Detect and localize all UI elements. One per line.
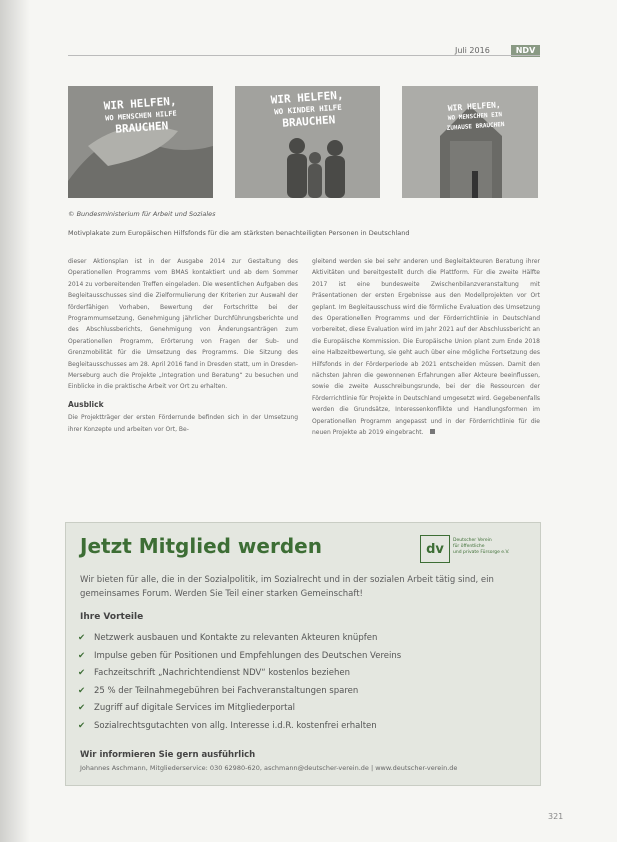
checkmark-icon: ✔ bbox=[78, 668, 86, 679]
poster-3-line-1: WIR HELFEN, bbox=[447, 100, 502, 113]
logo-text bbox=[453, 538, 509, 556]
campaign-poster-photo-house bbox=[402, 86, 538, 198]
logo-line-1: Deutscher Verein bbox=[453, 538, 492, 543]
advantage-text: Zugriff auf digitale Services im Mitgliederportal bbox=[94, 703, 296, 714]
list-item bbox=[78, 683, 401, 701]
advantage-text: Netzwerk ausbauen und Kontakte zu relevanten Akteuren knüpfen bbox=[94, 633, 378, 643]
advantage-text: Sozialrechtsgutachten von allg. Interesse i.d.R. kostenfrei erhalten bbox=[94, 720, 377, 731]
poster-1-line-3: BRAUCHEN bbox=[114, 119, 169, 136]
header-rule bbox=[68, 55, 540, 56]
checkmark-icon: ✔ bbox=[78, 685, 86, 696]
article-right-paragraph: gleitend werden sie bei sehr anderen und Begleitakteuren Beratung ihrer Aktivitäten und bereitgestellt durch die Plattform. Für die zweite Hälfte 2017 ist eine bundesweite Zwischenbilanzveranstaltung mit Präsentationen der ersten Ergebnisse aus den Modellprojekten vor Ort geplant. Im Begleitausschuss wird die förmliche Evaluation des Umsetzung des Operationellen Programms und der Förderrichtlinie in Deutschland vorbereitet, diese Evaluation wird im Jahr 2021 auf der Abschlussbericht an die Europäische Kommission. Die Europäische Union plant zum Ende 2018 eine Halbzeitbewertung, sie geht auch über eine mögliche Fortsetzung des Hilfsfonds in der Förderperiode ab 2021 entscheiden müssen. Damit den nächsten Jahren die gewonnenen Erfahrungen aller Akteure beeinflussen, sowie die zweite Ausschreibungsrunde, bei der die Ressourcen der Förderrichtlinie für Projekte in Deutschland umgesetzt wird. Gegebenenfalls werden die Grundsätze, Interessenkonflikte und Handlungsformen im Operationellen Programm angepasst und in der Förderrichtlinie für die neuen Projekte ab 2019 eingebracht. bbox=[312, 258, 540, 437]
poster-3-line-3: ZUHAUSE BRAUCHEN bbox=[446, 120, 505, 132]
article-left-paragraph: dieser Aktionsplan ist in der Ausgabe 2014 zur Gestaltung des Operationellen Programms vom BMAS kontaktiert und ab dem Sommer 2014 zu vorbereitenden Treffen eingeladen. Die wesentlichen Aufgaben des Begleitausschusses sind die Zielformulierung der Kriterien zur Auswahl der förderfähigen Vorhaben, Bewertung der Fortschritte bei der Programmumsetzung, Genehmigung jährlicher Durchführungsberichte und des Abschlussberichts, Genehmigung von Änderungsanträgen zum Operationellen Programm, Erörterung von Fragen der Sub- und Grenzmobilität für die Umsetzung des Programms. Die Sitzung des Begleitausschusses am 28. April 2016 fand in Dresden statt, um in Dresden-Merseburg auch die Projekte „Integration und Beratung“ zu besuchen und Einblicke in die praktische Arbeit vor Ort zu erhalten. bbox=[68, 258, 298, 391]
outlook-paragraph: Die Projektträger der ersten Förderrunde befinden sich in der Umsetzung ihrer Konzepte und arbeiten vor Ort, Be- bbox=[68, 414, 298, 433]
poster-3-line-2: WO MENSCHEN EIN bbox=[447, 111, 503, 122]
advantage-text: 25 % der Teilnahmegebühren bei Fachveranstaltungen sparen bbox=[94, 685, 359, 696]
article-right-column bbox=[312, 256, 540, 439]
end-of-article-mark bbox=[430, 429, 435, 434]
list-item bbox=[78, 700, 401, 718]
poster-2-line-2: WO KINDER HILFE bbox=[273, 102, 343, 117]
page-binding-shadow bbox=[0, 0, 30, 842]
list-item bbox=[78, 665, 401, 683]
checkmark-icon: ✔ bbox=[78, 650, 86, 661]
poster-2-line-1: WIR HELFEN, bbox=[270, 88, 344, 107]
poster-1-line-1: WIR HELFEN, bbox=[103, 94, 177, 113]
list-item bbox=[78, 648, 402, 666]
poster-1-line-2: WO MENSCHEN HILFE bbox=[104, 109, 178, 123]
advantage-text: Fachzeitschrift „Nachrichtendienst NDV“ kostenlos beziehen bbox=[94, 668, 350, 679]
advantages-heading: Ihre Vorteile bbox=[80, 612, 144, 622]
checkmark-icon: ✔ bbox=[78, 703, 86, 714]
checkmark-icon: ✔ bbox=[78, 720, 86, 731]
campaign-poster-photo-hands bbox=[68, 86, 213, 198]
logo-line-2: für öffentliche bbox=[453, 544, 485, 549]
photo-credit: © Bundesministerium für Arbeit und Soziales bbox=[68, 210, 216, 218]
campaign-poster-photo-family bbox=[235, 86, 380, 198]
article-left-column bbox=[68, 256, 298, 435]
issue-date: Juli 2016 bbox=[455, 46, 490, 55]
checkmark-icon: ✔ bbox=[78, 633, 86, 643]
logo-line-3: und private Fürsorge e.V. bbox=[453, 550, 510, 555]
photo-caption: Motivplakate zum Europäischen Hilfsfonds für die am stärksten benachteiligten Personen in Deutschland bbox=[68, 229, 410, 237]
contact-line[interactable]: Johannes Aschmann, Mitgliederservice: 030 62980-620, aschmann@deutscher-verein.de | www.deutscher-verein.de bbox=[80, 764, 458, 772]
journal-badge: NDV bbox=[511, 45, 540, 57]
membership-intro: Wir bieten für alle, die in der Sozialpolitik, im Sozialrecht und in der sozialen Arbeit tätig sind, ein gemeinsames Forum. Werden Sie Teil einer starken Gemeinschaft! bbox=[80, 575, 494, 599]
list-item bbox=[78, 630, 401, 648]
info-heading: Wir informieren Sie gern ausführlich bbox=[80, 750, 256, 760]
membership-title: Jetzt Mitglied werden bbox=[80, 534, 322, 558]
deutscher-verein-logo bbox=[420, 535, 530, 563]
advantages-list bbox=[78, 630, 402, 736]
poster-2-line-3: BRAUCHEN bbox=[281, 113, 336, 130]
list-item bbox=[78, 718, 401, 736]
dv-logo-icon: dv bbox=[420, 535, 450, 563]
outlook-heading: Ausblick bbox=[68, 399, 104, 409]
page-number: 321 bbox=[548, 812, 564, 821]
advantage-text: Impulse geben für Positionen und Empfehlungen des Deutschen Vereins bbox=[94, 650, 402, 661]
